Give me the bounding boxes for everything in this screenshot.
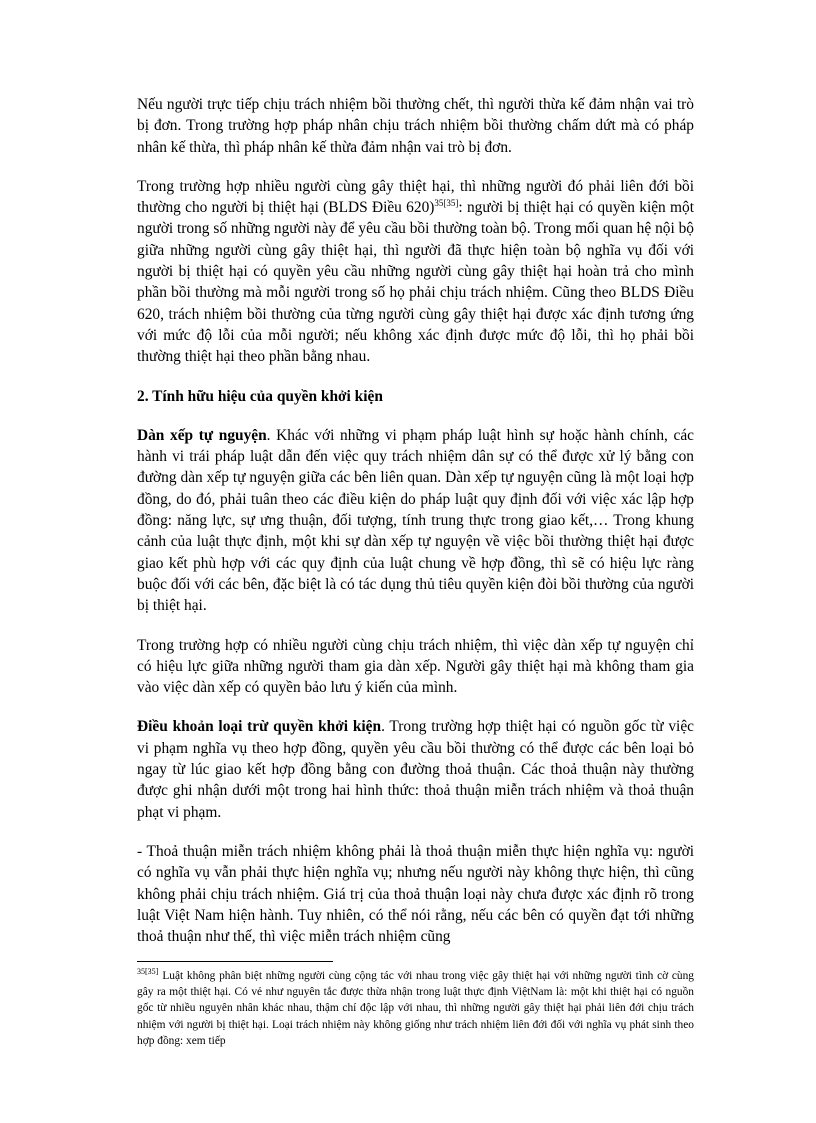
- footnote-reference[interactable]: 35[35]: [434, 198, 459, 209]
- paragraph-text: Nếu người trực tiếp chịu trách nhiệm bồi thường chết, thì người thừa kế đảm nhận vai trò bị đơn. Trong trường hợp pháp nhân chịu trách nhiệm bồi thường chấm dứt mà có pháp nhân kế thừa, thì pháp nhân kế thừa đảm nhận vai trò bị đơn.: [137, 96, 694, 156]
- paragraph-text: . Khác với những vi phạm pháp luật hình sự hoặc hành chính, các hành vi trái pháp luật dẫn đến việc quy trách nhiệm dân sự có thể được xử lý bằng con đường dàn xếp tự nguyện giữa các bên liên quan. Dàn xếp tự nguyện cũng là một loại hợp đồng, do đó, phải tuân theo các điều kiện do pháp luật quy định đối với việc xác lập hợp đồng: năng lực, sự ưng thuận, đối tượng, tính trung thực trong giao kết,… Trong khung cảnh của luật thực định, một khi sự dàn xếp tự nguyện về việc bồi thường thiệt hại được giao kết phù hợp với các quy định của luật chung về hợp đồng, thì sẽ có hiệu lực ràng buộc đối với các bên, đặc biệt là có tác dụng thủ tiêu quyền kiện đòi bồi thường của người bị thiệt hại.: [137, 426, 694, 615]
- paragraph-text: Trong trường hợp nhiều người cùng gây thiệt hại, thì những người đó phải liên đới bồi thường cho người bị thiệt hại (BLDS Điều 620): [137, 177, 694, 217]
- footnote-separator: [137, 961, 333, 962]
- footnote: [137, 968, 694, 1049]
- paragraph-joint-liability: [137, 176, 694, 368]
- paragraph-exclusion-clause: [137, 716, 694, 822]
- paragraph-voluntary-settlement: [137, 425, 694, 617]
- paragraph-text: : người bị thiệt hại có quyền kiện một người trong số những người này để yêu cầu bồi thường toàn bộ. Trong mối quan hệ nội bộ giữa những người cùng gây thiệt hại, thì người đã thực hiện toàn bộ nghĩa vụ đối với người bị thiệt hại có quyền yêu cầu những người cùng gây thiệt hại hoàn trả cho mình phần bồi thường mà mỗi người trong số họ phải chịu trách nhiệm. Cũng theo BLDS Điều 620, trách nhiệm bồi thường của từng người cùng gây thiệt hại được xác định tương ứng với mức độ lỗi của mỗi người; nếu không xác định được mức độ lỗi, thì họ phải bồi thường thiệt hại theo phần bằng nhau.: [137, 199, 694, 366]
- paragraph-text: Trong trường hợp có nhiều người cùng chịu trách nhiệm, thì việc dàn xếp tự nguyện chỉ có hiệu lực giữa những người tham gia dàn xếp. Người gây thiệt hại mà không tham gia vào việc dàn xếp có quyền bảo lưu ý kiến của mình.: [137, 636, 694, 697]
- footnote-text: Luật không phân biệt những người cùng cộng tác với nhau trong việc gây thiệt hại với những người tình cờ cùng gây ra một thiệt hại. Có vẻ như nguyên tắc được thừa nhận trong luật thực định ViệtNam là: một khi thiệt hại có nguồn gốc từ nhiều nguyên nhân khác nhau, thậm chí độc lập với nhau, thì những người gây thiệt hại phải liên đới chịu trách nhiệm với người bị thiệt hại. Loại trách nhiệm này không giống như trách nhiệm liên đới đối với nghĩa vụ phát sinh theo hợp đồng: xem tiếp: [137, 970, 694, 1047]
- footnote-mark: 35[35]: [137, 967, 159, 977]
- paragraph-multiple-liable: [137, 635, 694, 699]
- term-exclusion-clause: Điều khoản loại trừ quyền khởi kiện: [137, 718, 382, 736]
- paragraph-exemption-agreement: [137, 841, 694, 947]
- paragraph-text: . Trong trường hợp thiệt hại có nguồn gốc từ việc vi phạm nghĩa vụ theo hợp đồng, quyền yêu cầu bồi thường có thể được các bên loại bỏ ngay từ lúc giao kết hợp đồng bằng con đường thoả thuận. Các thoả thuận này thường được ghi nhận dưới một trong hai hình thức: thoả thuận miễn trách nhiệm và thoả thuận phạt vi phạm.: [137, 718, 694, 821]
- section-heading: 2. Tính hữu hiệu của quyền khởi kiện: [137, 387, 383, 405]
- paragraph-defendant-succession: [137, 94, 694, 158]
- term-voluntary-settlement: Dàn xếp tự nguyện: [137, 426, 267, 444]
- body-text: [137, 94, 694, 965]
- paragraph-text: - Thoả thuận miễn trách nhiệm không phải là thoả thuận miễn thực hiện nghĩa vụ: người có nghĩa vụ vẫn phải thực hiện nghĩa vụ; nhưng nếu người này không thực hiện, thì cũng không phải chịu trách nhiệm. Giá trị của thoả thuận loại này chưa được xác định rõ trong luật Việt Nam hiện hành. Tuy nhiên, có thể nói rằng, nếu các bên có quyền đạt tới những thoả thuận như thế, thì việc miễn trách nhiệm cũng: [137, 842, 694, 946]
